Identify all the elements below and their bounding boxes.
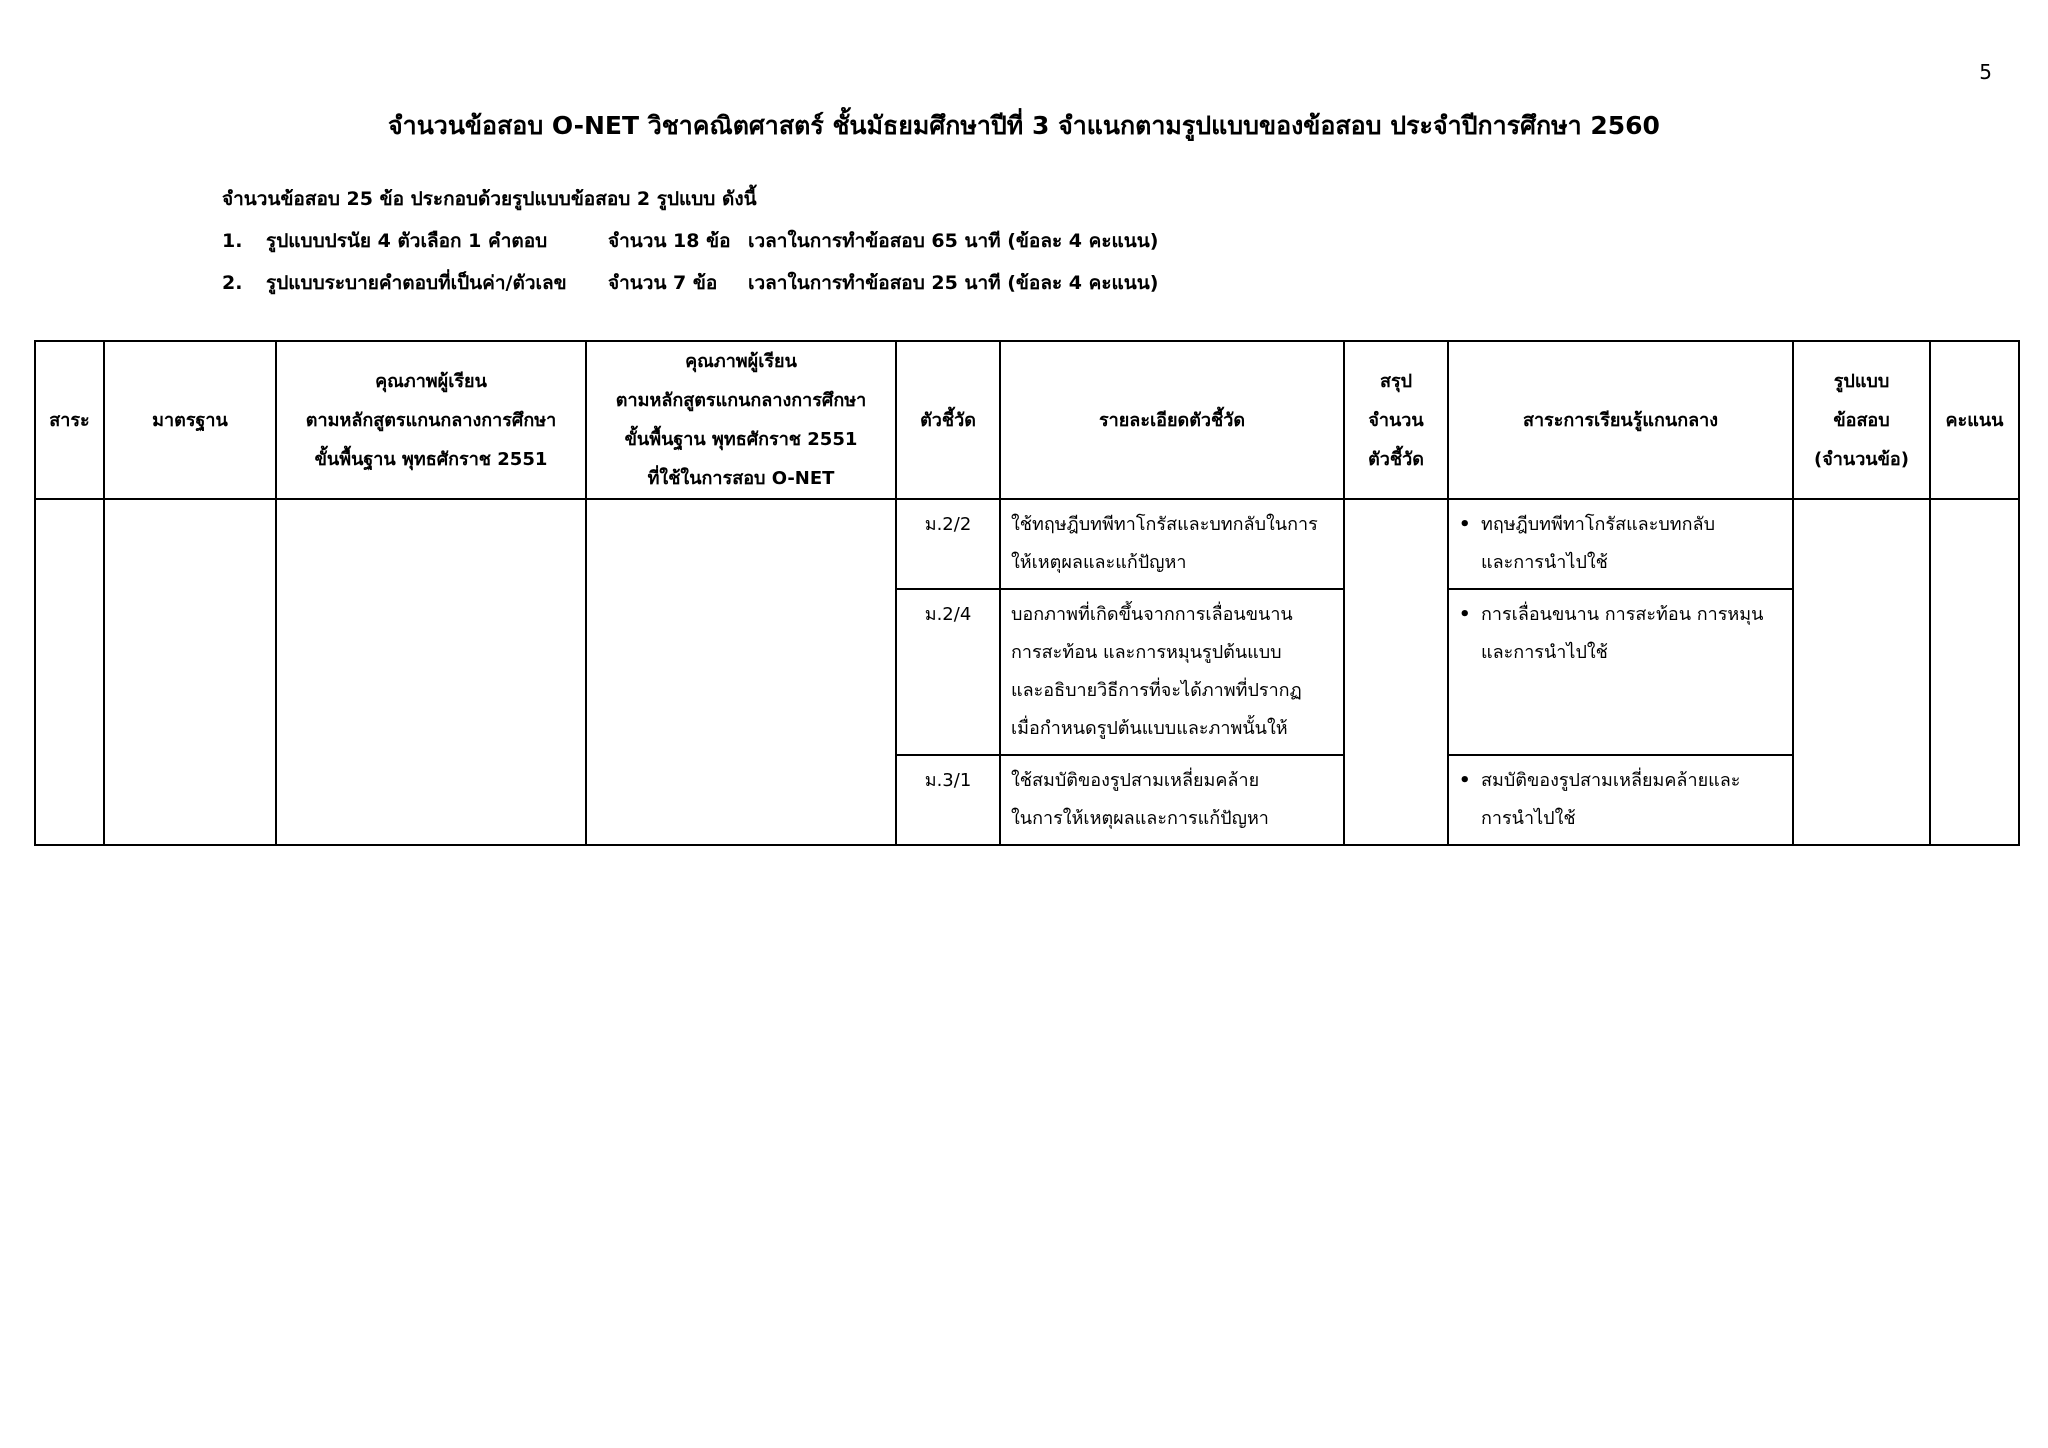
intro-block [222,178,1158,304]
header-indicator-detail: รายละเอียดตัวชี้วัด [1000,341,1344,499]
header-core-content: สาระการเรียนรู้แกนกลาง [1448,341,1793,499]
cell-standard [104,499,276,845]
cell-strand [35,499,104,845]
onet-spec-table [34,340,2020,846]
cell-learner-quality [276,499,586,845]
core-content: • สมบัติของรูปสามเหลี่ยมคล้ายและ การนำไปใช้ [1448,755,1793,845]
indicator-detail: ใช้สมบัติของรูปสามเหลี่ยมคล้าย ในการให้เหตุผลและการแก้ปัญหา [1000,755,1344,845]
page-number: 5 [1979,60,1992,84]
core-content: • การเลื่อนขนาน การสะท้อน การหมุน และการนำไปใช้ [1448,589,1793,755]
intro-item-count: จำนวน 18 ข้อ [608,230,731,252]
cell-learner-quality-onet [586,499,896,845]
cell-indicator-summary [1344,499,1448,845]
header-learner-quality-onet: คุณภาพผู้เรียน ตามหลักสูตรแกนกลางการศึกษา ขั้นพื้นฐาน พุทธศักราช 2551 ที่ใช้ในการสอบ O-NET [586,341,896,499]
page-title: จำนวนข้อสอบ O-NET วิชาคณิตศาสตร์ ชั้นมัธยมศึกษาปีที่ 3 จำแนกตามรูปแบบของข้อสอบ ประจำปีการศึกษา 2560 [388,111,1660,140]
intro-summary: จำนวนข้อสอบ 25 ข้อ ประกอบด้วยรูปแบบข้อสอบ 2 รูปแบบ ดังนี้ [222,188,757,210]
core-content: • ทฤษฎีบทพีทาโกรัสและบทกลับ และการนำไปใช้ [1448,499,1793,589]
indicator-detail: บอกภาพที่เกิดขึ้นจากการเลื่อนขนาน การสะท้อน และการหมุนรูปต้นแบบ และอธิบายวิธีการที่จะได้ภาพที่ปรากฏ เมื่อกำหนดรูปต้นแบบและภาพนั้นให้ [1000,589,1344,755]
intro-item-detail: เวลาในการทำข้อสอบ 65 นาที (ข้อละ 4 คะแนน) [748,230,1159,252]
intro-item-number: 1. [222,230,243,252]
cell-exam-format [1793,499,1930,845]
intro-item-format: รูปแบบระบายคำตอบที่เป็นค่า/ตัวเลข [266,272,567,294]
header-learner-quality: คุณภาพผู้เรียน ตามหลักสูตรแกนกลางการศึกษา ขั้นพื้นฐาน พุทธศักราช 2551 [276,341,586,499]
intro-item-1 [222,220,1158,262]
intro-item-detail: เวลาในการทำข้อสอบ 25 นาที (ข้อละ 4 คะแนน) [748,272,1159,294]
table-row [35,499,2019,589]
bullet-icon: • [1459,514,1471,535]
table-header-row [35,341,2019,499]
header-indicator-summary: สรุป จำนวน ตัวชี้วัด [1344,341,1448,499]
indicator-code: ม.2/4 [896,589,1000,755]
indicator-code: ม.2/2 [896,499,1000,589]
indicator-code: ม.3/1 [896,755,1000,845]
cell-score [1930,499,2019,845]
indicator-detail: ใช้ทฤษฎีบทพีทาโกรัสและบทกลับในการ ให้เหตุผลและแก้ปัญหา [1000,499,1344,589]
intro-item-count: จำนวน 7 ข้อ [608,272,718,294]
intro-item-number: 2. [222,272,243,294]
header-score: คะแนน [1930,341,2019,499]
intro-item-2 [222,262,1158,304]
header-standard: มาตรฐาน [104,341,276,499]
header-exam-format: รูปแบบ ข้อสอบ (จำนวนข้อ) [1793,341,1930,499]
bullet-icon: • [1459,770,1471,791]
intro-item-format: รูปแบบปรนัย 4 ตัวเลือก 1 คำตอบ [266,230,548,252]
header-strand: สาระ [35,341,104,499]
header-indicator: ตัวชี้วัด [896,341,1000,499]
bullet-icon: • [1459,604,1471,625]
